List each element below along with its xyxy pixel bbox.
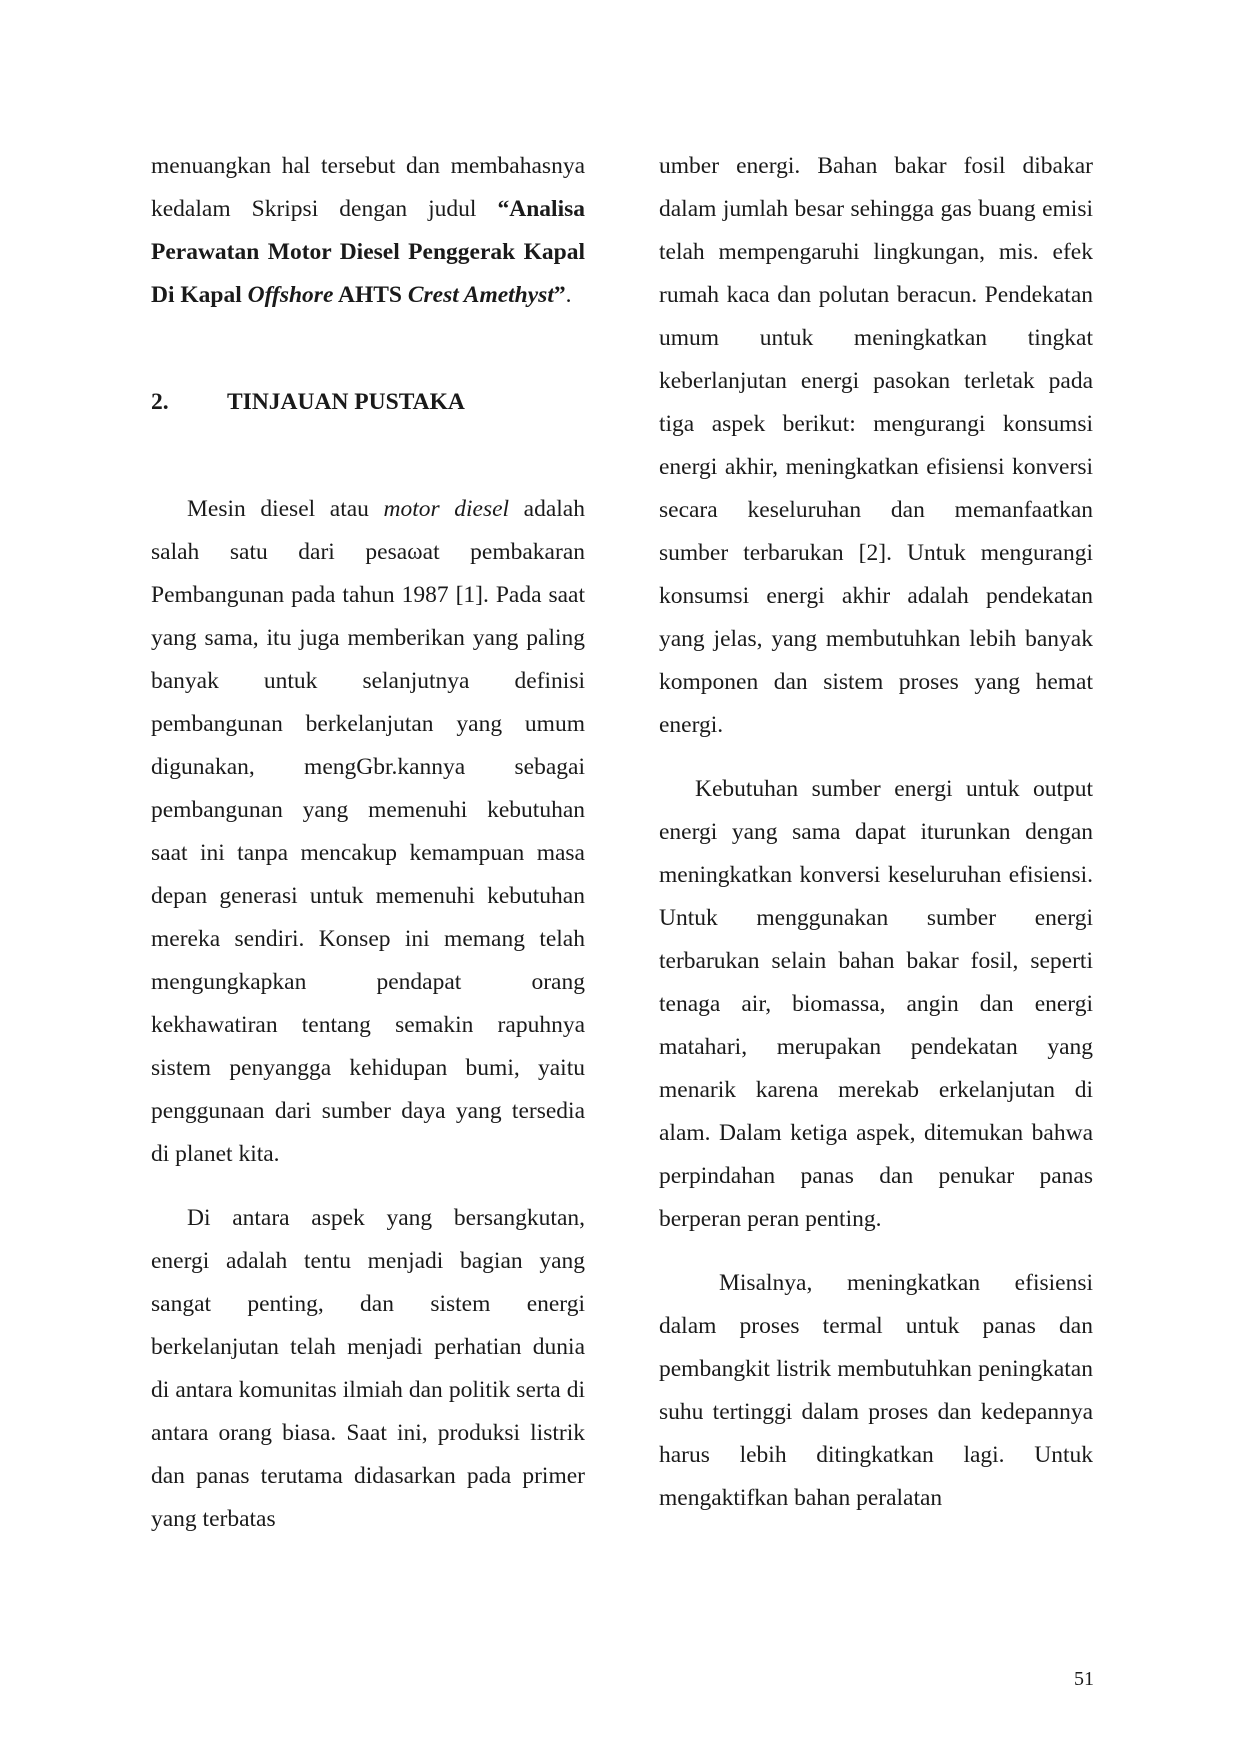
para1-text-start: Mesin diesel atau xyxy=(187,496,384,522)
right-column xyxy=(659,145,1093,1520)
section-heading xyxy=(151,381,585,424)
para1-italic-term: motor diesel xyxy=(383,496,510,522)
para1-text-rest: adalah salah satu dari pesaωat pembakaran Pembangunan pada tahun 1987 [1]. Pada saat yang sama, itu juga memberikan yang paling banyak untuk selanjutnya definisi pembangunan berkelanjutan yang umum digunakan, mengGbr.kannya sebagai pembangunan yang memenuhi kebutuhan saat ini tanpa mencakup kemampuan masa depan generasi untuk memenuhi kebutuhan mereka sendiri. Konsep ini memang telah mengungkapkan pendapat orang kekhawatiran tentang semakin rapuhnya sistem penyangga kehidupan bumi, yaitu penggunaan dari sumber daya yang tersedia di planet kita. xyxy=(151,496,585,1167)
thesis-title: “Analisa Perawatan Motor Diesel Penggerak Kapal Di Kapal xyxy=(151,196,585,308)
thesis-title-ahts: AHTS xyxy=(333,282,408,308)
right-paragraph-3: Misalnya, meningkatkan efisiensi dalam proses termal untuk panas dan pembangkit listrik membutuhkan peningkatan suhu tertinggi dalam proses dan kedepannya harus lebih ditingkatkan lagi. Untuk mengaktifkan bahan peralatan xyxy=(659,1270,1093,1511)
left-paragraph-1 xyxy=(151,488,585,1176)
intro-period: . xyxy=(565,282,572,308)
left-paragraph-2: Di antara aspek yang bersangkutan, energi adalah tentu menjadi bagian yang sangat penting, dan sistem energi berkelanjutan telah menjadi perhatian dunia di antara komunitas ilmiah dan politik serta di antara orang biasa. Saat ini, produksi listrik dan panas terutama didasarkan pada primer yang terbatas xyxy=(151,1205,585,1532)
thesis-title-vessel: Crest Amethyst xyxy=(407,282,554,308)
section-title: TINJAUAN PUSTAKA xyxy=(227,389,465,415)
thesis-title-close-quote: ” xyxy=(553,282,566,308)
left-column xyxy=(151,145,585,1541)
thesis-title-italic: Offshore xyxy=(247,282,334,308)
intro-text: menuangkan hal tersebut dan membahasnya kedalam Skripsi dengan judul xyxy=(151,153,585,222)
right-paragraph-2: Kebutuhan sumber energi untuk output energi yang sama dapat iturunkan dengan meningkatkan konversi keseluruhan efisiensi. Untuk menggunakan sumber energi terbarukan selain bahan bakar fosil, seperti tenaga air, biomassa, angin dan energi matahari, merupakan pendekatan yang menarik karena merekab erkelanjutan di alam. Dalam ketiga aspek, ditemukan bahwa perpindahan panas dan penukar panas berperan peran penting. xyxy=(659,776,1093,1232)
intro-paragraph xyxy=(151,145,585,317)
page-number: 51 xyxy=(1074,1668,1094,1690)
right-paragraph-1: umber energi. Bahan bakar fosil dibakar dalam jumlah besar sehingga gas buang emisi telah mempengaruhi lingkungan, mis. efek rumah kaca dan polutan beracun. Pendekatan umum untuk meningkatkan tingkat keberlanjutan energi pasokan terletak pada tiga aspek berikut: mengurangi konsumsi energi akhir, meningkatkan efisiensi konversi secara keseluruhan dan memanfaatkan sumber terbarukan [2]. Untuk mengurangi konsumsi energi akhir adalah pendekatan yang jelas, yang membutuhkan lebih banyak komponen dan sistem proses yang hemat energi. xyxy=(659,153,1093,738)
section-number: 2. xyxy=(151,389,169,415)
